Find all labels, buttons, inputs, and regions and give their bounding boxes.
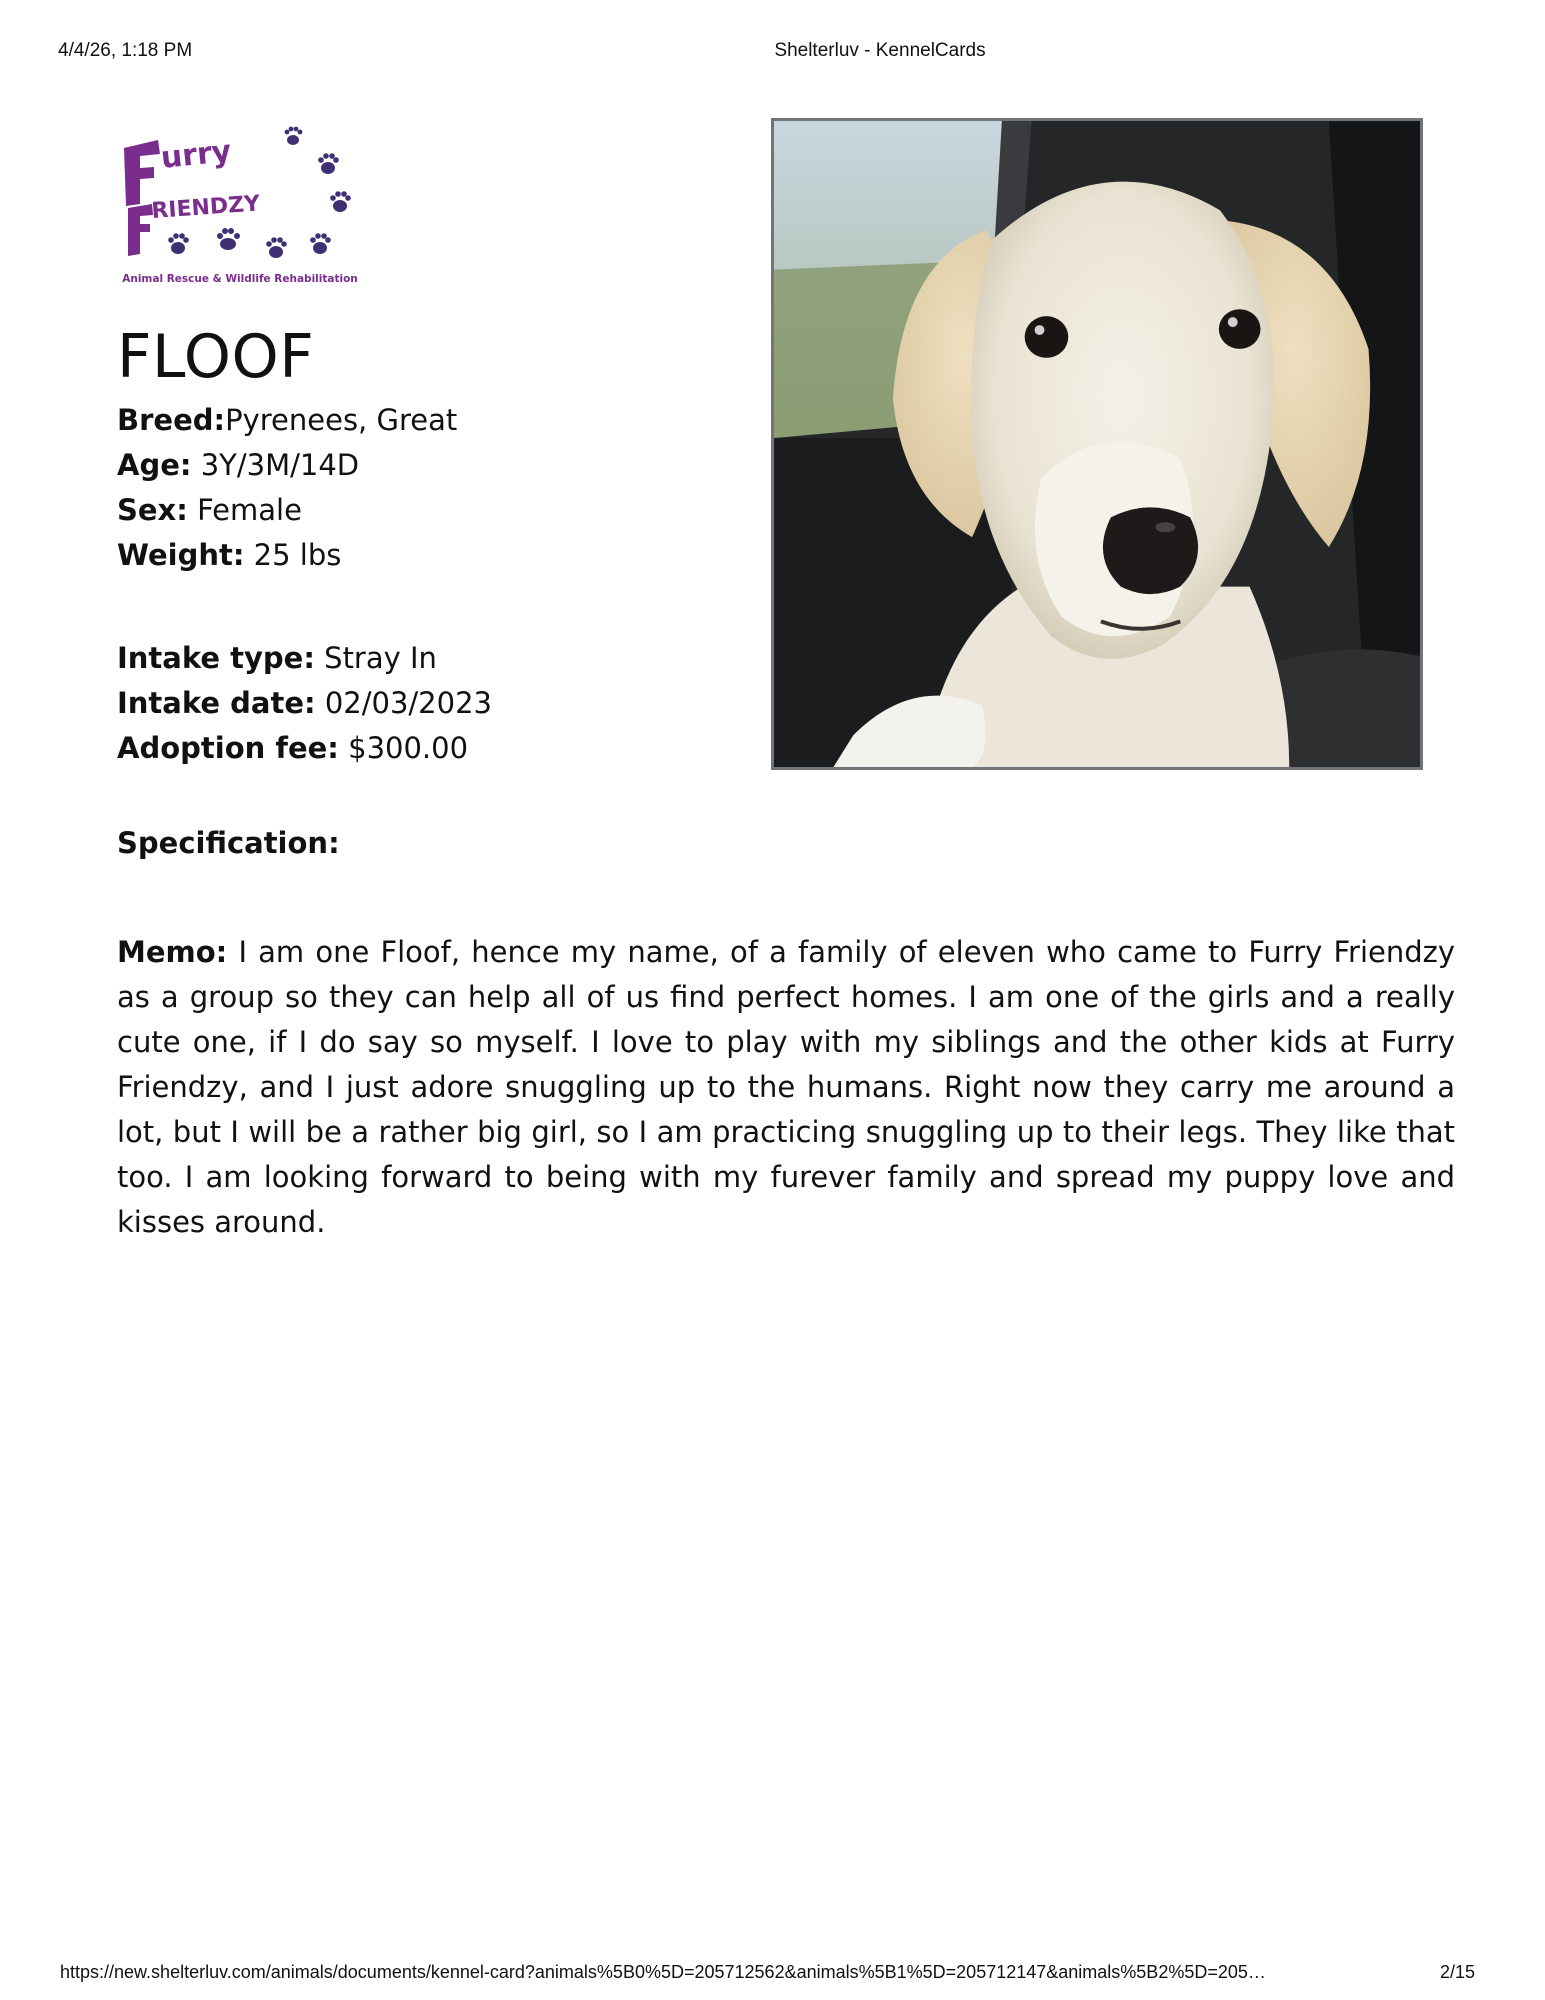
intake-date-label: Intake date: bbox=[117, 686, 316, 720]
sex-label: Sex: bbox=[117, 493, 188, 527]
age-value: 3Y/3M/14D bbox=[200, 448, 360, 482]
adoption-fee-value: $300.00 bbox=[348, 731, 469, 765]
print-page-number: 2/15 bbox=[1440, 1962, 1476, 1982]
intake-details bbox=[117, 636, 492, 771]
memo-text: I am one Floof, hence my name, of a family of eleven who came to Furry Friendzy as a group so they can help all of us find perfect homes. I am one of the girls and a really cute one, if I do say so myself. I love to play with my siblings and the other kids at Furry Friendzy, and I just adore snuggling up to the humans. Right now they carry me around a lot, but I will be a rather big girl, so I am practicing snuggling up to their legs. They like that too. I am looking forward to being with my furever family and spread my puppy love and kisses around. bbox=[117, 935, 1456, 1239]
adoption-fee-label: Adoption fee: bbox=[117, 731, 339, 765]
breed-label: Breed: bbox=[117, 403, 226, 437]
intake-type-label: Intake type: bbox=[117, 641, 315, 675]
intake-type-value: Stray In bbox=[324, 641, 437, 675]
furry-friendzy-logo bbox=[118, 120, 362, 290]
animal-name: FLOOF bbox=[117, 322, 315, 392]
breed-row bbox=[117, 398, 457, 443]
intake-type-row bbox=[117, 636, 492, 681]
age-row bbox=[117, 443, 457, 488]
breed-value: Pyrenees, Great bbox=[225, 403, 458, 437]
intake-date-row bbox=[117, 681, 492, 726]
print-page-title: Shelterluv - KennelCards bbox=[774, 40, 986, 61]
age-label: Age: bbox=[117, 448, 192, 482]
print-datetime: 4/4/26, 1:18 PM bbox=[58, 40, 193, 61]
sex-row bbox=[117, 488, 457, 533]
weight-value: 25 lbs bbox=[253, 538, 342, 572]
animal-photo bbox=[771, 118, 1423, 770]
weight-label: Weight: bbox=[117, 538, 245, 572]
print-url: https://new.shelterluv.com/animals/documents/kennel-card?animals%5B0%5D=205712562&animals%5B1%5D=205712147&animals%5B2%5D=205… bbox=[60, 1962, 1266, 1982]
intake-date-value: 02/03/2023 bbox=[324, 686, 492, 720]
weight-row bbox=[117, 533, 457, 578]
specification-label: Specification: bbox=[117, 826, 340, 860]
adoption-fee-row bbox=[117, 726, 492, 771]
logo-tagline: Animal Rescue & Wildlife Rehabilitation bbox=[122, 273, 358, 285]
logo-line2: RIENDZY bbox=[150, 191, 261, 224]
animal-details bbox=[117, 398, 457, 578]
memo-label: Memo: bbox=[117, 935, 228, 969]
memo bbox=[117, 930, 1455, 1245]
logo-line1: urry bbox=[159, 133, 233, 176]
sex-value: Female bbox=[197, 493, 302, 527]
